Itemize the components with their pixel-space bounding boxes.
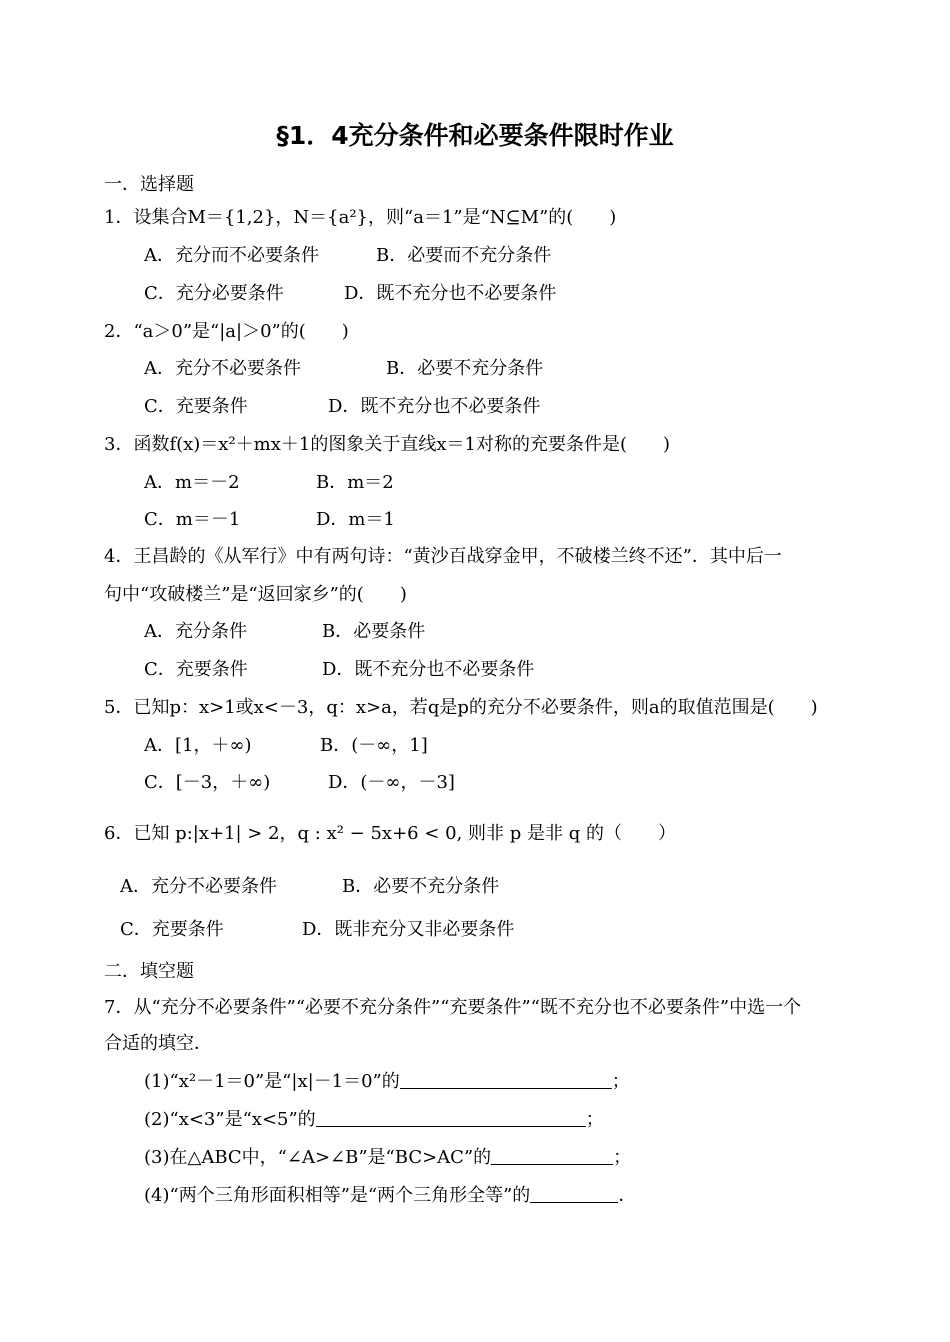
section-heading-fill-in: 二．填空题	[104, 961, 194, 982]
q2-option-d: D．既不充分也不必要条件	[328, 396, 541, 417]
q4-option-c: C．充要条件	[144, 659, 248, 680]
q7-part-1-blank[interactable]	[400, 1070, 612, 1089]
section-heading-choice: 一．选择题	[104, 174, 194, 195]
question-4-stem-line1: 4．王昌龄的《从军行》中有两句诗：“黄沙百战穿金甲，不破楼兰终不还”．其中后一	[104, 546, 782, 567]
page-title: §1．4充分条件和必要条件限时作业	[276, 121, 674, 150]
question-1-stem: 1．设集合M＝{1,2}，N＝{a²}，则“a＝1”是“N⊆M”的( )	[104, 207, 617, 228]
q7-part-1-text: (1)“x²－1＝0”是“|x|－1＝0”的	[144, 1071, 400, 1092]
question-3-stem: 3．函数f(x)＝x²＋mx＋1的图象关于直线x＝1对称的充要条件是( )	[104, 434, 670, 455]
q6-option-b: B．必要不充分条件	[342, 876, 500, 897]
q1-option-b: B．必要而不充分条件	[376, 245, 552, 266]
question-7-stem-line1: 7．从“充分不必要条件”“必要不充分条件”“充要条件”“既不充分也不必要条件”中选一个	[104, 997, 802, 1018]
q5-option-c: C．[－3，＋∞)	[144, 772, 271, 793]
q4-option-b: B．必要条件	[322, 621, 426, 642]
q1-option-d: D．既不充分也不必要条件	[344, 283, 557, 304]
q7-part-2-end: ；	[585, 1109, 604, 1130]
q7-part-3-end: ；	[613, 1147, 632, 1168]
q7-part-4	[144, 1184, 636, 1208]
q3-option-d: D．m＝1	[316, 509, 395, 530]
q7-part-4-text: (4)“两个三角形面积相等”是“两个三角形全等”的	[144, 1185, 531, 1206]
question-6-stem: 6．已知 p:|x+1| > 2，q : x² − 5x+6 < 0, 则非 p 是非 q 的（ ）	[104, 823, 676, 844]
q4-option-d: D．既不充分也不必要条件	[322, 659, 535, 680]
q7-part-4-blank[interactable]	[530, 1184, 618, 1203]
question-4-stem-line2: 句中“攻破楼兰”是“返回家乡”的( )	[104, 584, 407, 605]
q1-option-a: A．充分而不必要条件	[144, 245, 319, 266]
q5-option-b: B．(－∞，1]	[320, 735, 428, 756]
q7-part-2-text: (2)“x<3”是“x<5”的	[144, 1109, 316, 1130]
q2-option-b: B．必要不充分条件	[386, 358, 544, 379]
q7-part-1	[144, 1070, 630, 1094]
q4-option-a: A．充分条件	[144, 621, 247, 642]
q3-option-a: A．m＝－2	[144, 472, 240, 493]
q7-part-1-end: ；	[611, 1071, 630, 1092]
q2-option-a: A．充分不必要条件	[144, 358, 301, 379]
q2-option-c: C．充要条件	[144, 396, 248, 417]
q6-option-c: C．充要条件	[120, 919, 224, 940]
q3-option-c: C．m＝－1	[144, 509, 241, 530]
q7-part-3	[144, 1146, 631, 1170]
q7-part-2	[144, 1108, 604, 1132]
question-5-stem: 5．已知p：x>1或x<－3，q：x>a，若q是p的充分不必要条件，则a的取值范围是( )	[104, 697, 818, 718]
question-2-stem: 2．“a＞0”是“|a|＞0”的( )	[104, 321, 349, 342]
question-7-stem-line2: 合适的填空．	[104, 1033, 212, 1054]
q1-option-c: C．充分必要条件	[144, 283, 284, 304]
q6-option-d: D．既非充分又非必要条件	[302, 919, 515, 940]
q5-option-d: D．(－∞，－3]	[328, 772, 455, 793]
q7-part-2-blank[interactable]	[316, 1108, 586, 1127]
q3-option-b: B．m＝2	[316, 472, 394, 493]
q5-option-a: A．[1，＋∞)	[144, 735, 252, 756]
q6-option-a: A．充分不必要条件	[120, 876, 277, 897]
q7-part-3-blank[interactable]	[491, 1146, 613, 1165]
q7-part-4-end: ．	[618, 1185, 637, 1206]
q7-part-3-text: (3)在△ABC中，“∠A>∠B”是“BC>AC”的	[144, 1147, 492, 1168]
